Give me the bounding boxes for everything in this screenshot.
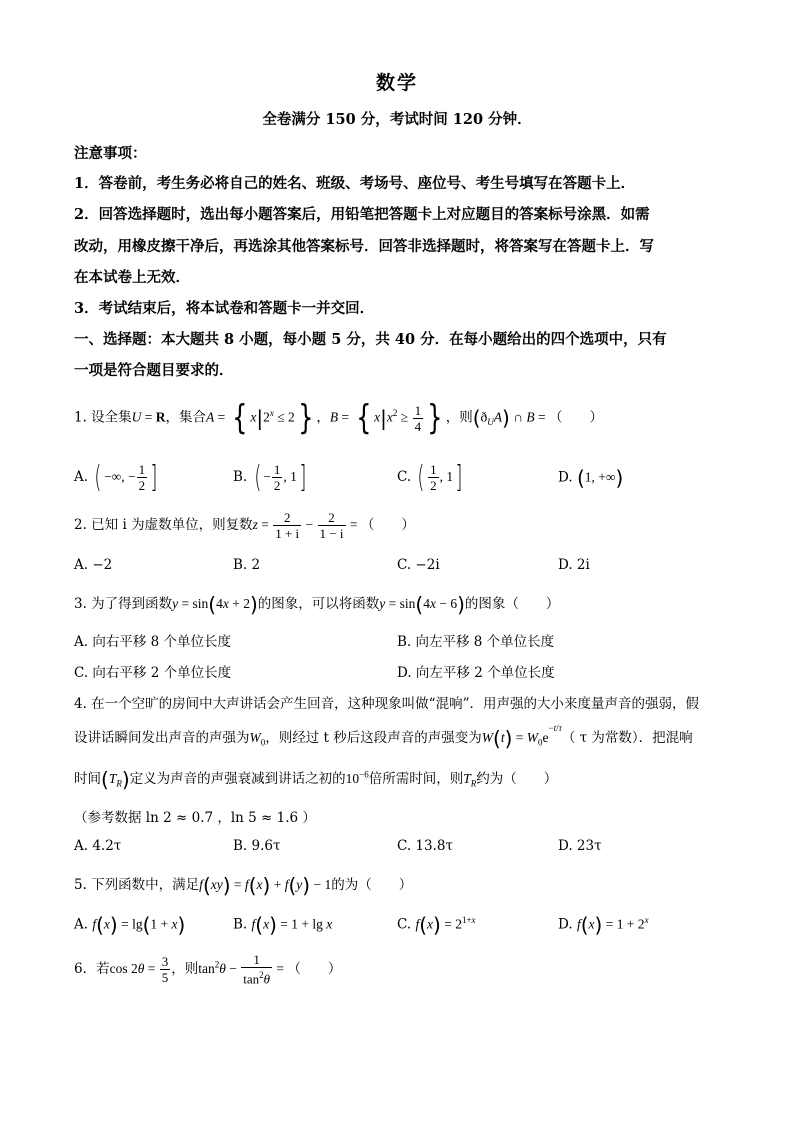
- section-1-line-1: 一、选择题：本大题共 8 小题，每小题 5 分，共 40 分．在每小题给出的四个选项中，只有: [74, 331, 667, 348]
- q1-option-c: C. ( $\frac{1}{2}$ , 1]: [397, 460, 463, 495]
- notice-item-2-line-3: 在本试卷上无效．: [74, 269, 190, 286]
- q5-option-d: D. $f(x) = 1 + 2^x$: [558, 913, 649, 937]
- q3-option-a: A. 向右平移 8 个单位长度: [74, 634, 232, 650]
- notice-item-2-line-1: 2．回答选择题时，选出每小题答案后，用铅笔把答题卡上对应题目的答案标号涂黑．如需: [74, 206, 650, 223]
- question-5: 5. 下列函数中，满足f(xy) = f(x) + f(y) − 1的为（ ）: [74, 873, 413, 898]
- q5-option-a: A. f(x) = lg(1 + x): [74, 913, 186, 937]
- q2-option-d: D. 2i: [558, 557, 590, 573]
- question-4-line-2: 设讲话瞬间发出声音的声强为$W_0$，则经过 t 秒后这段声音的声强变为$W(t) = W_0e^{-t/\tau}$（ τ 为常数）．把混响: [74, 722, 693, 751]
- q4-option-d: D. 23τ: [558, 838, 602, 854]
- exam-info: 全卷满分 150 分，考试时间 120 分钟．: [262, 111, 532, 128]
- q4-option-a: A. 4.2τ: [74, 838, 122, 854]
- question-6: 6．若cos 2θ = $\frac{3}{5}$ ，则$\tan^2\theta$ − $\frac{1}{\tan^2\theta}$ = （ ）: [74, 952, 342, 987]
- notice-item-3: 3．考试结束后，将本试卷和答题卡一并交回．: [74, 300, 375, 317]
- q1-option-d: D. (1, +∞): [558, 466, 624, 490]
- q2-option-c: C. −2i: [397, 557, 440, 573]
- notice-heading: 注意事项：: [74, 145, 147, 162]
- question-4-line-1: 4. 在一个空旷的房间中大声讲话会产生回音，这种现象叫做“混响”．用声强的大小来度量声音的强弱，假: [74, 696, 699, 712]
- q2-option-b: B. 2: [233, 557, 261, 573]
- question-3: 3. 为了得到函数y = sin(4x + 2)的图象，可以将函数y = sin(4x − 6)的图象（ ）: [74, 592, 560, 617]
- q3-option-c: C. 向右平移 2 个单位长度: [74, 665, 232, 681]
- q1-option-a: A. ( −∞, − $\frac{1}{2}$ ]: [74, 460, 158, 495]
- q4-option-b: B. 9.6τ: [233, 838, 281, 854]
- notice-item-1: 1．答卷前，考生务必将自己的姓名、班级、考场号、座位号、考生号填写在答题卡上．: [74, 175, 636, 192]
- page-title: 数学: [375, 72, 418, 94]
- question-1: 1. 设全集U = R，集合A = { $x|2^x \le 2$} ，B = { $x|x^2$ ≥ $\frac{1}{4}$ } ，则$(ð_UA)$ ∩ B = （ ）: [74, 398, 603, 438]
- q1-option-b: B. ( − $\frac{1}{2}$ , 1]: [233, 460, 307, 495]
- q3-option-d: D. 向左平移 2 个单位长度: [397, 665, 555, 681]
- q2-option-a: A. −2: [74, 557, 113, 573]
- q3-option-b: B. 向左平移 8 个单位长度: [397, 634, 555, 650]
- question-4-reference-data: （参考数据 ln 2 ≈ 0.7 ，ln 5 ≈ 1.6 ）: [74, 810, 316, 826]
- section-1-line-2: 一项是符合题目要求的．: [74, 362, 234, 379]
- q4-option-c: C. 13.8τ: [397, 838, 453, 854]
- q5-option-b: B. f(x) = 1 + lg x: [233, 913, 333, 937]
- question-2: 2. 已知 i 为虚数单位，则复数z = $\frac{2}{1 + i}$ − $\frac{2}{1 - i}$ = （ ）: [74, 510, 415, 541]
- notice-item-2-line-2: 改动，用橡皮擦干净后，再选涂其他答案标号．回答非选择题时，将答案写在答题卡上．写: [74, 238, 654, 255]
- question-4-line-3: 时间$(T_R)$定义为声音的声强衰减到讲话之初的$10^{-6}$倍所需时间，则$T_R$约为（ ）: [74, 767, 558, 792]
- q5-option-c: C. $f(x) = 2^{1+x}$: [397, 913, 476, 937]
